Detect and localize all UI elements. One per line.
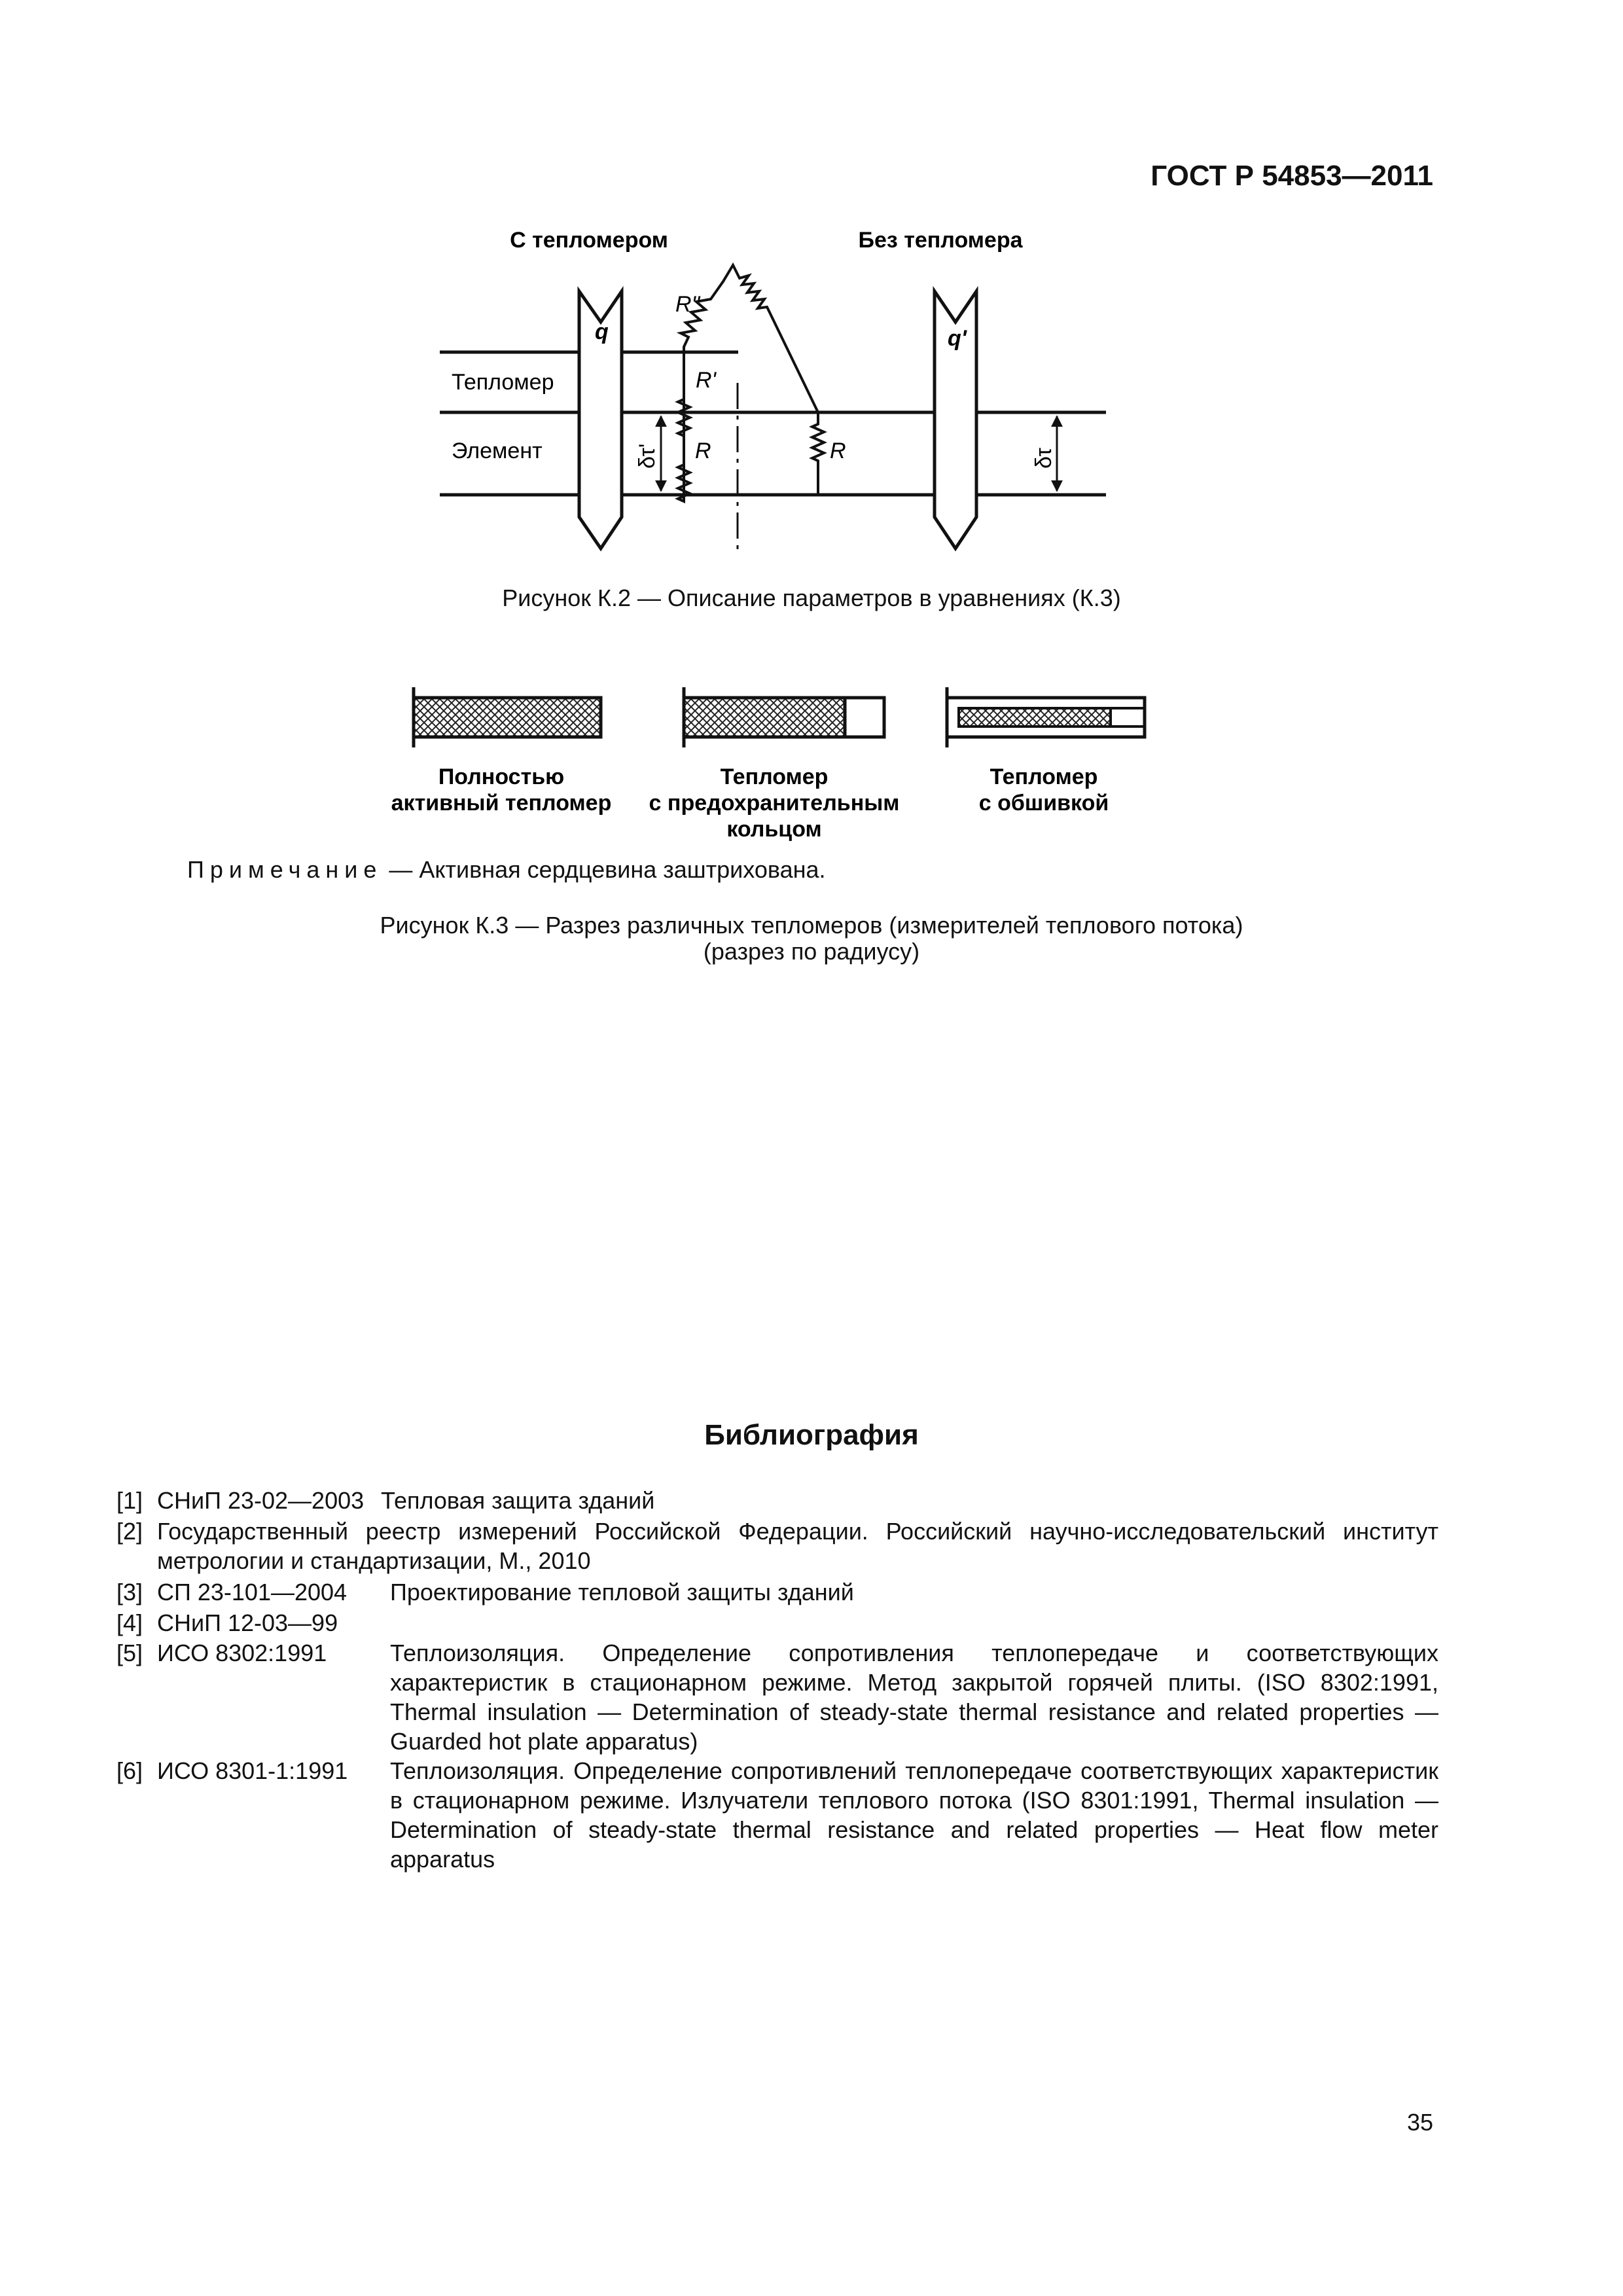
item2-line1: Тепломер bbox=[720, 764, 829, 789]
item2-line3: кольцом bbox=[726, 817, 822, 842]
layer-element-label: Элемент bbox=[452, 439, 543, 463]
figure-k2-diagram bbox=[0, 0, 1623, 576]
figure-k3-diagram bbox=[0, 668, 1623, 864]
bib-entry-text: Тепловая защита зданий bbox=[381, 1487, 655, 1514]
item3-line2: с обшивкой bbox=[978, 791, 1109, 816]
bib-entry-code: СНиП 12-03—99 bbox=[157, 1609, 338, 1636]
label-delta-tau: δτ bbox=[1031, 448, 1056, 469]
bib-entry-text: Теплоизоляция. Определение сопротивления теплопередаче и соответствующих характеристик в стационарном режиме. Метод закрытой горячей плиты. (ISO 8302:1991, Thermal insulation — Determination of steady-state thermal resistance and related properties — Guarded hot plate apparatus) bbox=[390, 1640, 1438, 1755]
item1-line1: Полностью bbox=[438, 764, 565, 789]
item2-line2: с предохранительным bbox=[649, 791, 900, 816]
meter-sheathed bbox=[947, 687, 1145, 747]
bib-entry-text: Проектирование тепловой защиты зданий bbox=[390, 1579, 854, 1605]
label-r-double-prime: R'' bbox=[675, 292, 700, 317]
label-without-meter: Без тепломера bbox=[858, 228, 1023, 253]
resistor-chain-element bbox=[812, 412, 824, 495]
bib-entry-code: ИСО 8301-1:1991 bbox=[157, 1757, 348, 1784]
figure-k2-caption: Рисунок К.2 — Описание параметров в уравнениях (К.3) bbox=[502, 584, 1121, 611]
bib-entry-code: СП 23-101—2004 bbox=[157, 1579, 348, 1605]
document-header: ГОСТ Р 54853—2011 bbox=[1150, 160, 1433, 192]
label-q: q bbox=[595, 319, 609, 344]
bibliography-title: Библиография bbox=[704, 1419, 919, 1451]
meter-guard-ring bbox=[684, 687, 884, 747]
note-lead: Примечание bbox=[187, 856, 383, 883]
item3-line1: Тепломер bbox=[990, 764, 1098, 789]
bib-entry-2 bbox=[116, 1516, 1438, 1575]
bib-entry-number: [2] bbox=[116, 1518, 143, 1545]
bib-entry-text: Теплоизоляция. Определение сопротивлений теплопередаче соответствующих характеристик в стационарном режиме. Излучатели теплового потока (ISO 8301:1991, Thermal insulation — Determination of steady-state thermal resistance and related properties — Heat flow meter apparatus bbox=[390, 1757, 1438, 1873]
bib-entry-5 bbox=[116, 1638, 1438, 1756]
label-r-prime: R' bbox=[696, 368, 717, 393]
bib-entry-number: [1] bbox=[116, 1487, 143, 1514]
meter-fully-active bbox=[414, 687, 601, 747]
item1-line2: активный тепломер bbox=[391, 791, 612, 816]
bib-entry-number: [6] bbox=[116, 1757, 143, 1784]
label-q-prime: q' bbox=[948, 326, 967, 351]
bib-entry-6 bbox=[116, 1756, 1438, 1874]
bib-entry-1 bbox=[116, 1486, 1438, 1515]
note-text: — Активная сердцевина заштрихована. bbox=[382, 856, 826, 883]
figure-k3-caption-line2: (разрез по радиусу) bbox=[703, 938, 920, 965]
bib-entry-number: [3] bbox=[116, 1579, 143, 1605]
page-number: 35 bbox=[1406, 2109, 1433, 2136]
label-r-left: R bbox=[695, 439, 711, 463]
bib-entry-text: Государственный реестр измерений Российской Федерации. Российский научно-исследовательский институт метрологии и стандартизации, М., 2010 bbox=[157, 1518, 1438, 1574]
bib-entry-number: [5] bbox=[116, 1640, 143, 1666]
layer-meter-label: Тепломер bbox=[452, 370, 554, 395]
label-r-right: R bbox=[830, 439, 846, 463]
bib-entry-code: СНиП 23-02—2003 bbox=[157, 1487, 365, 1514]
bib-entry-code: ИСО 8302:1991 bbox=[157, 1640, 327, 1666]
bib-entry-number: [4] bbox=[116, 1609, 143, 1636]
figure-k3-caption-line1: Рисунок К.3 — Разрез различных тепломеров (измерителей теплового потока) bbox=[380, 912, 1243, 939]
figure-k3-note bbox=[187, 856, 826, 884]
label-delta-tau-prime: δτ' bbox=[635, 443, 660, 469]
label-with-meter: С тепломером bbox=[510, 228, 668, 253]
bib-entry-3 bbox=[116, 1577, 1438, 1607]
